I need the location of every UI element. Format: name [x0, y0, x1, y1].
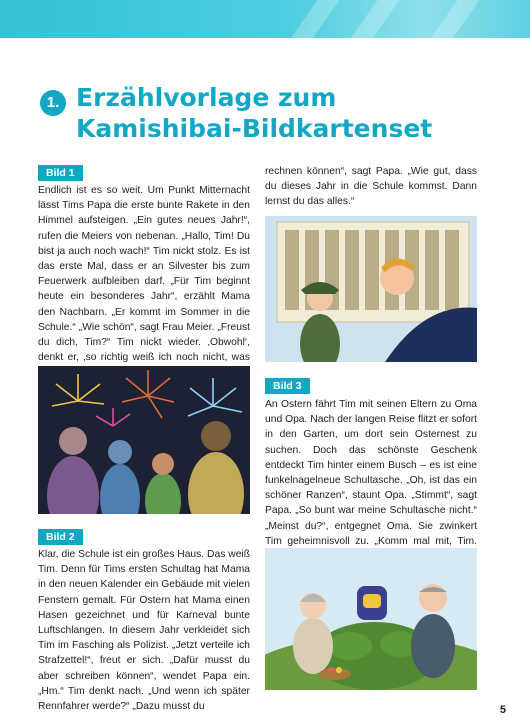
chapter-number-badge: 1.	[40, 90, 66, 116]
chapter-title-line2: Kamishibai-Bildkartenset	[76, 114, 433, 143]
easter-garden-illustration	[265, 548, 477, 690]
calendar-illustration	[265, 216, 477, 362]
bild1-text: Endlich ist es so weit. Um Punkt Mitternacht lässt Tims Papa die erste bunte Rakete in den Himmel aufsteigen. „Ein gutes neues Jahr!“, rufen die Meiers von nebenan. „Hallo, Tim! Du bist ja auch noch wach!“ Tim nickt stolz. Es ist das erste Mal, dass er an Silvester bis zum Feuerwerk aufbleiben darf. „Für Tim beginnt heute ein besonderes Jahr“, erzählt Mama den Nachbarn. „Er kommt im Sommer in die Schule.“ „Wie schön“, sagt Frau Meier. „Freust du dich, Tim?“ Tim nickt wieder. ‚Obwohl‘, denkt er, ‚so richtig weiß ich noch nicht, was	[38, 185, 250, 364]
bild2-label: Bild 2	[38, 529, 83, 545]
chapter-title	[76, 82, 516, 144]
bild2-text: Klar, die Schule ist ein großes Haus. Das weiß Tim. Denn für Tims ersten Schultag hat Mama in den neuen Kalender ein Gebäude mit vielen Fenstern gemalt. Für Ostern hat Mama einen Hasen gezeichnet und für Karneval bunte Luftschlangen. In diesem Jahr verkleidet sich Tim im Fasching als Polizist. „Jetzt verteile ich Strafzettel!“, freut er sich. „Dafür musst du aber schreiben können“, wendet Papa ein. „Hm.“ Tim denkt nach. „Und wenn ich später Rennfahrer werde?“ „Dazu musst du	[38, 549, 250, 713]
chapter-title-line1: Erzählvorlage zum	[76, 83, 337, 112]
bild3-label: Bild 3	[265, 378, 310, 394]
header-band	[0, 0, 530, 38]
bild2-continued-text: rechnen können“, sagt Papa. „Wie gut, dass du dieses Jahr in die Schule kommst. Dann lernst du das alles.“	[265, 166, 477, 208]
fireworks-illustration	[38, 366, 250, 514]
bild3-text: An Ostern fährt Tim mit seinen Eltern zu Oma und Opa. Nach der langen Reise flitzt er sofort in den Garten, um dort sein Osternest zu suchen. Doch das schönste Geschenk entdeckt Tim hinter einem Busch – es ist eine funkelnagelneue Schultasche. „Oh, ist das ein schöner Ranzen“, staunt Opa. „Stimmt“, sagt Papa. „So bunt war meine Schultasche nicht.“ „Meinst du?“, entgegnet Oma. Sie zwinkert Tim geheimnisvoll zu. „Komm mal mit, Tim.	[265, 399, 477, 547]
page-number: 5	[499, 704, 506, 716]
bild1-label: Bild 1	[38, 165, 83, 181]
